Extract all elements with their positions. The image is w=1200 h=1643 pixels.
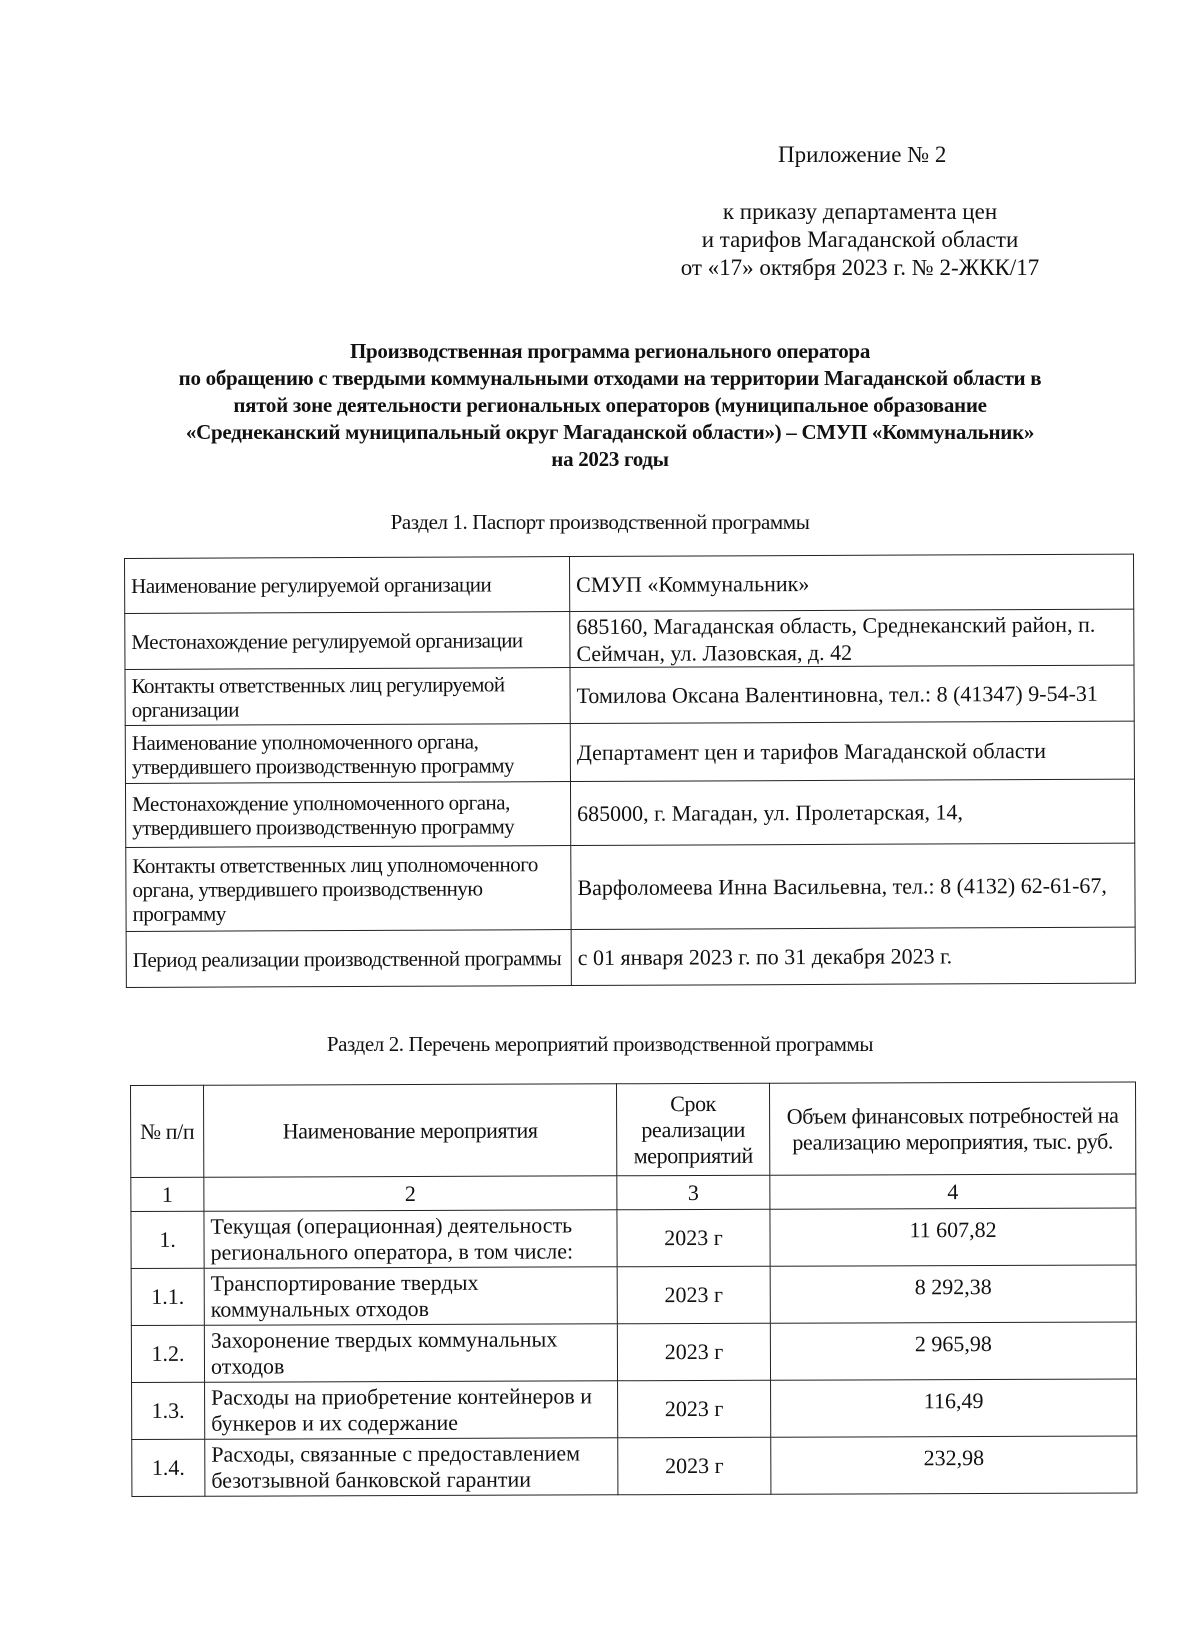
table-row [132,1379,1137,1440]
passport-value: Варфоломеева Инна Васильевна, тел.: 8 (4132) 62-61-67, [571,843,1135,929]
title-line: на 2023 годы [551,447,669,471]
column-number: 2 [204,1176,617,1211]
passport-table [124,554,1136,988]
row-num: 1.1. [131,1268,204,1325]
table-row [125,665,1134,725]
section1-title: Раздел 1. Паспорт производственной программы [390,510,810,534]
row-amount: 11 607,82 [770,1208,1136,1266]
column-number: 3 [617,1175,770,1210]
activities-table [130,1081,1137,1497]
order-line: от «17» октября 2023 г. № 2-ЖКК/17 [680,255,1040,280]
table-row [125,609,1134,669]
passport-value: СМУП «Коммунальник» [569,554,1133,611]
row-amount: 232,98 [771,1436,1137,1494]
header-term: Срок реализации мероприятий [616,1083,769,1176]
passport-label: Период реализации производственной программы [126,930,571,988]
order-line: и тарифов Магаданской области [701,227,1019,252]
order-line: к приказу департамента цен [722,199,998,224]
row-term: 2023 г [617,1323,770,1381]
passport-value: Томилова Оксана Валентиновна, тел.: 8 (41347) 9-54-31 [570,665,1134,723]
row-name: Расходы на приобретение контейнеров и бункеров и их содержание [205,1381,618,1439]
title-line: «Среднеканский муниципальный округ Магаданской области») – СМУП «Коммунальник» [185,420,1035,444]
passport-value: 685000, г. Магадан, ул. Пролетарская, 14, [570,779,1134,845]
table-row [131,1322,1136,1383]
table-row [125,554,1134,613]
table-header-row [131,1082,1136,1178]
passport-label: Контакты ответственных лиц регулируемой организации [125,668,570,726]
title-line: пятой зоне деятельности региональных операторов (муниципальное образование [233,393,987,417]
section2-title: Раздел 2. Перечень мероприятий производственной программы [326,1032,874,1056]
passport-label: Наименование уполномоченного органа, утвердившего производственную программу [125,724,570,784]
row-name: Транспортирование твердых коммунальных отходов [204,1267,617,1325]
order-reference [660,198,1060,282]
row-term: 2023 г [617,1209,770,1267]
passport-value: 685160, Магаданская область, Среднеканский район, п. Сеймчан, ул. Лазовская, д. 42 [570,609,1134,667]
passport-label: Контакты ответственных лиц уполномоченного органа, утвердившего производственную программу [126,846,571,932]
row-amount: 8 292,38 [770,1265,1136,1323]
row-term: 2023 г [617,1266,770,1324]
table-row [125,721,1134,783]
header-name: Наименование мероприятия [204,1084,617,1177]
passport-value: Департамент цен и тарифов Магаданской области [570,721,1134,781]
table-row [126,843,1135,931]
table-row [126,927,1135,987]
column-numbers-row [131,1174,1136,1212]
passport-label: Местонахождение регулируемой организации [125,612,570,670]
row-num: 1.3. [132,1382,205,1439]
table-row [131,1265,1136,1326]
table-row [125,779,1134,847]
document-title [130,338,1090,473]
row-term: 2023 г [618,1380,771,1438]
header-amount: Объем финансовых потребностей на реализацию мероприятия, тыс. руб. [769,1082,1135,1175]
row-num: 1. [131,1211,204,1268]
column-number: 1 [131,1177,204,1211]
row-term: 2023 г [618,1437,771,1495]
passport-label: Местонахождение уполномоченного органа, утвердившего производственную программу [125,782,570,848]
row-num: 1.2. [131,1325,204,1382]
row-amount: 2 965,98 [770,1322,1136,1380]
row-amount: 116,49 [771,1379,1137,1437]
passport-value: с 01 января 2023 г. по 31 декабря 2023 г. [571,927,1135,985]
row-num: 1.4. [132,1439,205,1496]
title-line: по обращению с твердыми коммунальными отходами на территории Магаданской области в [178,366,1042,390]
row-name: Расходы, связанные с предоставлением безотзывной банковской гарантии [205,1438,618,1496]
header-num: № п/п [131,1085,204,1177]
title-line: Производственная программа регионального оператора [349,339,871,363]
table-row [131,1208,1136,1269]
row-name: Захоронение твердых коммунальных отходов [204,1324,617,1382]
appendix-number: Приложение № 2 [778,142,947,167]
row-name: Текущая (операционная) деятельность регионального оператора, в том числе: [204,1210,617,1268]
passport-label: Наименование регулируемой организации [125,557,570,614]
table-row [132,1436,1137,1497]
column-number: 4 [770,1174,1136,1209]
